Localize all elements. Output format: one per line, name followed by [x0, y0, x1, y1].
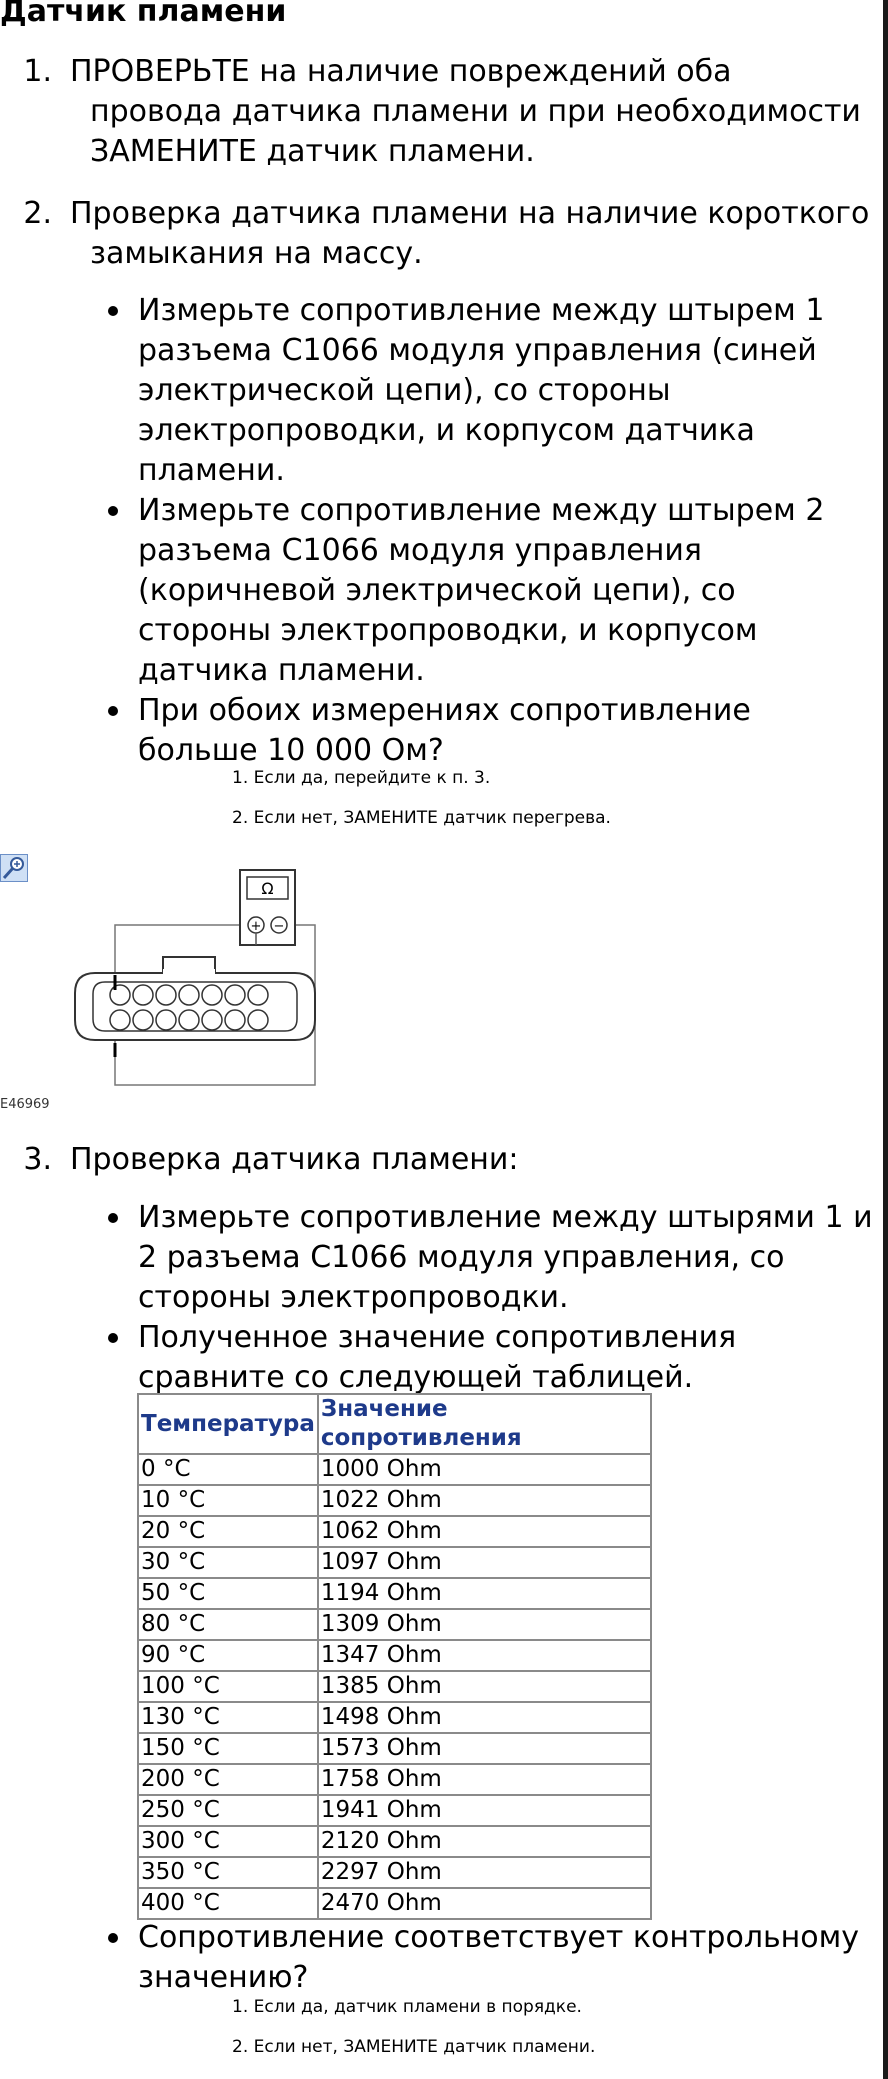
bullet-line: Измерьте сопротивление между штырями 1 и	[138, 1200, 873, 1235]
answer-yes: 1. Если да, датчик пламени в порядке.	[232, 1997, 582, 2017]
step-3-bullet-list	[100, 1198, 888, 1398]
table-row	[138, 1795, 651, 1826]
resistance-cell: 1022 Ohm	[318, 1485, 651, 1516]
step-1	[0, 52, 888, 172]
resistance-cell: 2297 Ohm	[318, 1857, 651, 1888]
bullet-line: (коричневой электрической цепи), со	[138, 573, 736, 608]
resistance-cell: 1097 Ohm	[318, 1547, 651, 1578]
resistance-table	[137, 1393, 652, 1920]
resistance-cell: 1347 Ohm	[318, 1640, 651, 1671]
ohm-symbol: Ω	[261, 879, 274, 898]
bullet-line: сравните со следующей таблицей.	[138, 1360, 694, 1395]
bullet-line: Измерьте сопротивление между штырем 2	[138, 493, 825, 528]
table-header-row	[138, 1394, 651, 1454]
resistance-cell: 2470 Ohm	[318, 1888, 651, 1919]
bullet-dot	[108, 506, 118, 516]
bullet-dot	[108, 1213, 118, 1223]
resistance-cell: 1758 Ohm	[318, 1764, 651, 1795]
bullet-line: электрической цепи), со стороны	[138, 373, 671, 408]
table-row	[138, 1547, 651, 1578]
table-row	[138, 1485, 651, 1516]
table-body	[138, 1454, 651, 1919]
temperature-cell: 10 °C	[138, 1485, 318, 1516]
figure-code: E46969	[0, 1097, 50, 1112]
bullet-dot	[108, 706, 118, 716]
page-title: Датчик пламени	[0, 0, 287, 29]
minus-terminal-label: −	[273, 919, 285, 934]
temperature-cell: 300 °C	[138, 1826, 318, 1857]
resistance-cell: 1573 Ohm	[318, 1733, 651, 1764]
resistance-cell: 1062 Ohm	[318, 1516, 651, 1547]
answer-yes: 1. Если да, перейдите к п. 3.	[232, 768, 491, 788]
resistance-cell: 1309 Ohm	[318, 1609, 651, 1640]
connector-measurement-diagram	[65, 865, 330, 1095]
bullet-line: Измерьте сопротивление между штырем 1	[138, 293, 825, 328]
magnifier-plus-icon[interactable]	[0, 854, 28, 882]
table-row	[138, 1826, 651, 1857]
resistance-cell: 1000 Ohm	[318, 1454, 651, 1485]
step-3-final-bullet	[100, 1918, 888, 1998]
list-item	[100, 1318, 888, 1398]
table-row	[138, 1578, 651, 1609]
list-item	[100, 291, 880, 491]
list-item	[100, 491, 880, 691]
table-row	[138, 1516, 651, 1547]
temperature-cell: 0 °C	[138, 1454, 318, 1485]
table-row	[138, 1454, 651, 1485]
bullet-line: 2 разъема C1066 модуля управления, со	[138, 1240, 785, 1275]
temperature-cell: 130 °C	[138, 1702, 318, 1733]
table-row	[138, 1888, 651, 1919]
bullet-line: разъема C1066 модуля управления	[138, 533, 702, 568]
resistance-cell: 1498 Ohm	[318, 1702, 651, 1733]
step-number: 1.	[23, 54, 52, 89]
temperature-cell: 90 °C	[138, 1640, 318, 1671]
bullet-line: Сопротивление соответствует контрольному	[138, 1920, 860, 1955]
step-line: провода датчика пламени и при необходимости	[90, 94, 861, 129]
plus-terminal-label: +	[250, 919, 262, 934]
temperature-cell: 30 °C	[138, 1547, 318, 1578]
list-item	[100, 1918, 888, 1998]
step-line: ПРОВЕРЬТЕ на наличие повреждений оба	[70, 54, 732, 89]
temperature-cell: 350 °C	[138, 1857, 318, 1888]
step-number: 3.	[23, 1142, 52, 1177]
temperature-cell: 100 °C	[138, 1671, 318, 1702]
resistance-cell: 1194 Ohm	[318, 1578, 651, 1609]
bullet-line: стороны электропроводки, и корпусом	[138, 613, 758, 648]
answer-no: 2. Если нет, ЗАМЕНИТЕ датчик перегрева.	[232, 808, 611, 828]
temperature-cell: 150 °C	[138, 1733, 318, 1764]
bullet-line: Полученное значение сопротивления	[138, 1320, 737, 1355]
step-line: замыкания на массу.	[90, 236, 423, 271]
diagram-svg	[65, 865, 330, 1095]
bullet-dot	[108, 1933, 118, 1943]
table-row	[138, 1671, 651, 1702]
step-number: 2.	[23, 196, 52, 231]
step-2-bullet-list	[100, 291, 880, 771]
list-item	[100, 1198, 888, 1318]
step-2-answers	[232, 768, 611, 848]
step-3-answers	[232, 1997, 595, 2077]
table-row	[138, 1764, 651, 1795]
resistance-cell: 1385 Ohm	[318, 1671, 651, 1702]
step-line: Проверка датчика пламени на наличие короткого	[70, 196, 870, 231]
table-row	[138, 1857, 651, 1888]
column-header-resistance: Значение сопротивления	[318, 1394, 651, 1454]
step-text	[70, 1140, 888, 1180]
temperature-cell: 80 °C	[138, 1609, 318, 1640]
step-line: ЗАМЕНИТЕ датчик пламени.	[90, 134, 535, 169]
bullet-line: электропроводки, и корпусом датчика	[138, 413, 755, 448]
temperature-cell: 200 °C	[138, 1764, 318, 1795]
step-2	[0, 194, 888, 274]
temperature-cell: 20 °C	[138, 1516, 318, 1547]
bullet-line: При обоих измерениях сопротивление	[138, 693, 751, 728]
temperature-cell: 50 °C	[138, 1578, 318, 1609]
table-row	[138, 1609, 651, 1640]
step-text	[70, 52, 888, 172]
bullet-line: больше 10 000 Ом?	[138, 733, 444, 768]
step-3	[0, 1140, 888, 1180]
bullet-line: пламени.	[138, 453, 285, 488]
resistance-cell: 1941 Ohm	[318, 1795, 651, 1826]
window-right-border	[883, 0, 888, 2079]
bullet-line: датчика пламени.	[138, 653, 425, 688]
table-row	[138, 1640, 651, 1671]
table-row	[138, 1733, 651, 1764]
table-row	[138, 1702, 651, 1733]
answer-no: 2. Если нет, ЗАМЕНИТЕ датчик пламени.	[232, 2037, 596, 2057]
bullet-line: разъема C1066 модуля управления (синей	[138, 333, 817, 368]
bullet-line: значению?	[138, 1960, 309, 1995]
temperature-cell: 250 °C	[138, 1795, 318, 1826]
step-line: Проверка датчика пламени:	[70, 1142, 519, 1177]
bullet-line: стороны электропроводки.	[138, 1280, 569, 1315]
temperature-cell: 400 °C	[138, 1888, 318, 1919]
bullet-dot	[108, 306, 118, 316]
column-header-temperature: Температура	[138, 1394, 318, 1454]
bullet-dot	[108, 1333, 118, 1343]
step-text	[70, 194, 888, 274]
list-item	[100, 691, 880, 771]
resistance-cell: 2120 Ohm	[318, 1826, 651, 1857]
